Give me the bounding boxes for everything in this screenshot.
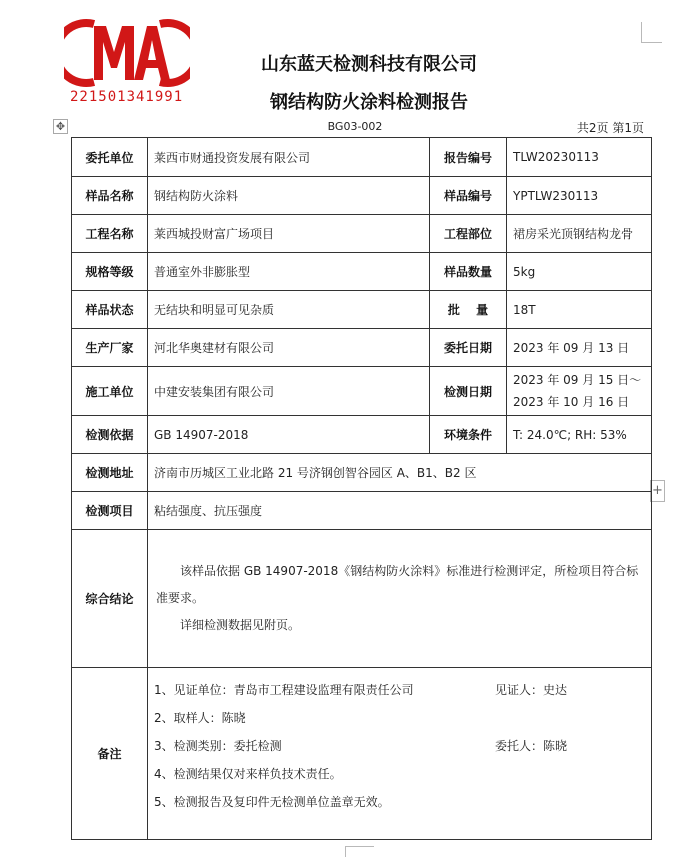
- address-value: 济南市历城区工业北路 21 号济钢创智谷园区 A、B1、B2 区: [148, 454, 652, 492]
- location-label: 工程部位: [430, 215, 507, 253]
- table-row: [72, 177, 652, 215]
- client-label: 委托单位: [72, 138, 148, 177]
- remarks-value: [148, 668, 652, 840]
- remark-client-person: 委托人：陈晓: [495, 739, 568, 753]
- cma-logo: [64, 18, 190, 88]
- contractor-value: 中建安装集团有限公司: [148, 367, 430, 416]
- conclusion-value: [148, 530, 652, 668]
- table-row: [72, 329, 652, 367]
- location-value: 裙房采光顶钢结构龙骨: [507, 215, 652, 253]
- items-value: 粘结强度、抗压强度: [148, 492, 652, 530]
- test-date-start: 2023 年 09 月 15 日～: [513, 373, 642, 387]
- client-value: 莱西市财通投资发展有限公司: [148, 138, 430, 177]
- test-date-value: [507, 367, 652, 416]
- table-row: [72, 530, 652, 668]
- environment-label: 环境条件: [430, 416, 507, 454]
- quantity-value: 5kg: [507, 253, 652, 291]
- remark-line: 4、检测结果仅对来样负技术责任。: [154, 767, 342, 781]
- sample-name-value: 钢结构防火涂料: [148, 177, 430, 215]
- basis-label: 检测依据: [72, 416, 148, 454]
- table-row: [72, 367, 652, 416]
- entrust-date-label: 委托日期: [430, 329, 507, 367]
- add-column-icon[interactable]: +: [650, 480, 665, 502]
- conclusion-detail: 详细检测数据见附页。: [180, 618, 301, 632]
- test-date-label: 检测日期: [430, 367, 507, 416]
- table-row: [72, 454, 652, 492]
- remarks-label: 备注: [72, 668, 148, 840]
- table-row: [72, 215, 652, 253]
- remark-test-type: 3、检测类别：委托检测: [154, 739, 282, 753]
- table-row: [72, 416, 652, 454]
- quantity-label: 样品数量: [430, 253, 507, 291]
- test-date-end: 2023 年 10 月 16 日: [513, 395, 630, 409]
- basis-value: GB 14907-2018: [148, 416, 430, 454]
- project-value: 莱西城投财富广场项目: [148, 215, 430, 253]
- cma-number: 221501341991: [70, 89, 184, 105]
- state-value: 无结块和明显可见杂质: [148, 291, 430, 329]
- entrust-date-value: 2023 年 09 月 13 日: [507, 329, 652, 367]
- page-corner-mark: [345, 846, 374, 857]
- sample-no-value: YPTLW230113: [507, 177, 652, 215]
- table-row: [72, 138, 652, 177]
- spec-label: 规格等级: [72, 253, 148, 291]
- environment-value: T: 24.0℃; RH: 53%: [507, 416, 652, 454]
- manufacturer-value: 河北华奥建材有限公司: [148, 329, 430, 367]
- remark-witness-unit: 1、见证单位：青岛市工程建设监理有限责任公司: [154, 683, 414, 697]
- report-no-value: TLW20230113: [507, 138, 652, 177]
- items-label: 检测项目: [72, 492, 148, 530]
- sample-name-label: 样品名称: [72, 177, 148, 215]
- state-label: 样品状态: [72, 291, 148, 329]
- document-code: BG03-002: [327, 120, 383, 133]
- page-info: 共2页 第1页: [576, 121, 644, 135]
- remark-line: 2、取样人：陈晓: [154, 711, 246, 725]
- remark-line: 5、检测报告及复印件无检测单位盖章无效。: [154, 795, 390, 809]
- report-title: 钢结构防火涂料检测报告: [270, 92, 468, 113]
- address-label: 检测地址: [72, 454, 148, 492]
- project-label: 工程名称: [72, 215, 148, 253]
- remark-line: [154, 732, 645, 760]
- remark-witness-person: 见证人：史达: [495, 683, 568, 697]
- report-no-label: 报告编号: [430, 138, 507, 177]
- table-row: [72, 668, 652, 840]
- report-table: [71, 137, 652, 840]
- page-corner-mark: [641, 22, 662, 43]
- company-name: 山东蓝天检测科技有限公司: [261, 54, 477, 75]
- table-row: [72, 492, 652, 530]
- spec-value: 普通室外非膨胀型: [148, 253, 430, 291]
- table-row: [72, 253, 652, 291]
- table-row: [72, 291, 652, 329]
- sample-no-label: 样品编号: [430, 177, 507, 215]
- remark-line: [154, 676, 645, 704]
- contractor-label: 施工单位: [72, 367, 148, 416]
- conclusion-label: 综合结论: [72, 530, 148, 668]
- conclusion-paragraph: 该样品依据 GB 14907-2018《钢结构防火涂料》标准进行检测评定，所检项目符合标准要求。: [156, 564, 639, 605]
- batch-label: 批 量: [430, 291, 507, 329]
- manufacturer-label: 生产厂家: [72, 329, 148, 367]
- batch-value: 18T: [507, 291, 652, 329]
- table-move-handle-icon[interactable]: ✥: [53, 119, 68, 134]
